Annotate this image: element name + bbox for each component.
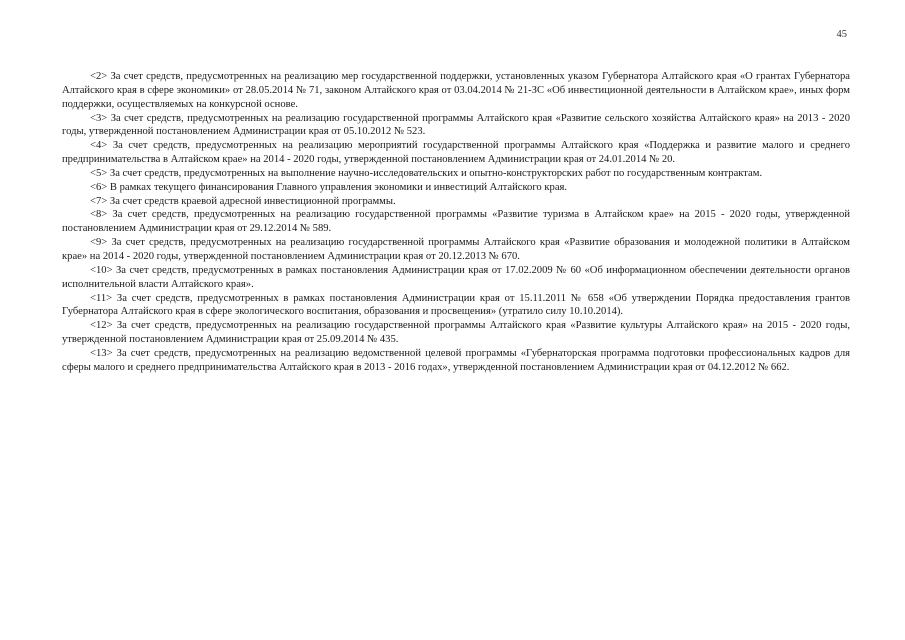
footnote-4: <4> За счет средств, предусмотренных на реализацию мероприятий государственной программы Алтайского края «Поддержка и развитие малого и среднего предпринимательства в Алтайском крае» на 2014 - 2020 годы, утвержденной постановлением Администрации края от 24.01.2014 № 20.: [62, 140, 850, 166]
footnote-13: <13> За счет средств, предусмотренных на реализацию ведомственной целевой программы «Губернаторская программа подготовки профессиональных кадров для сферы малого и среднего предпринимательства Алтайского края в 2013 - 2016 годах», утвержденной постановлением Администрации края от 04.12.2012 № 662.: [62, 347, 850, 373]
footnote-7: <7> За счет средств краевой адресной инвестиционной программы.: [90, 195, 396, 207]
footnote-3: <3> За счет средств, предусмотренных на реализацию государственной программы Алтайского края «Развитие сельского хозяйства Алтайского края» на 2013 - 2020 годы, утвержденной постановлением Администрации края от 05.10.2012 № 523.: [62, 112, 850, 138]
footnote-8: <8> За счет средств, предусмотренных на реализацию государственной программы «Развитие туризма в Алтайском крае» на 2015 - 2020 годы, утвержденной постановлением Администрации края от 29.12.2014 № 589.: [62, 209, 850, 235]
footnotes-list: [62, 70, 850, 375]
footnote-5: <5> За счет средств, предусмотренных на выполнение научно-исследовательских и опытно-конструкторских работ по государственным контрактам.: [90, 167, 763, 179]
footnote-6: <6> В рамках текущего финансирования Главного управления экономики и инвестиций Алтайского края.: [90, 181, 568, 193]
footnote-11: <11> За счет средств, предусмотренных в рамках постановления Администрации края от 15.11.2011 № 658 «Об утверждении Порядка предоставления грантов Губернатора Алтайского края в сфере экологического воспитания, образования и просвещения» (утратило силу 10.10.2014).: [62, 292, 850, 318]
footnote-10: <10> За счет средств, предусмотренных в рамках постановления Администрации края от 17.02.2009 № 60 «Об информационном обеспечении деятельности органов исполнительной власти Алтайского края».: [62, 264, 850, 290]
footnote-9: <9> За счет средств, предусмотренных на реализацию государственной программы Алтайского края «Развитие образования и молодежной политики в Алтайском крае» на 2014 - 2020 годы, утвержденной постановлением Администрации края от 20.12.2013 № 670.: [62, 237, 850, 262]
footnote-12: <12> За счет средств, предусмотренных на реализацию государственной программы Алтайского края «Развитие культуры Алтайского края» на 2015 - 2020 годы, утвержденной постановлением Администрации края от 25.09.2014 № 435.: [62, 320, 850, 346]
footnote-2: <2> За счет средств, предусмотренных на реализацию мер государственной поддержки, установленных указом Губернатора Алтайского края «О грантах Губернатора Алтайского края в сфере экономики» от 28.05.2014 № 71, законом Алтайского края от 03.04.2014 № 21-ЗС «Об инвестиционной деятельности в Алтайском крае», иных форм поддержки, осуществляемых на конкурсной основе.: [62, 71, 850, 110]
page-number: 45: [836, 29, 847, 40]
